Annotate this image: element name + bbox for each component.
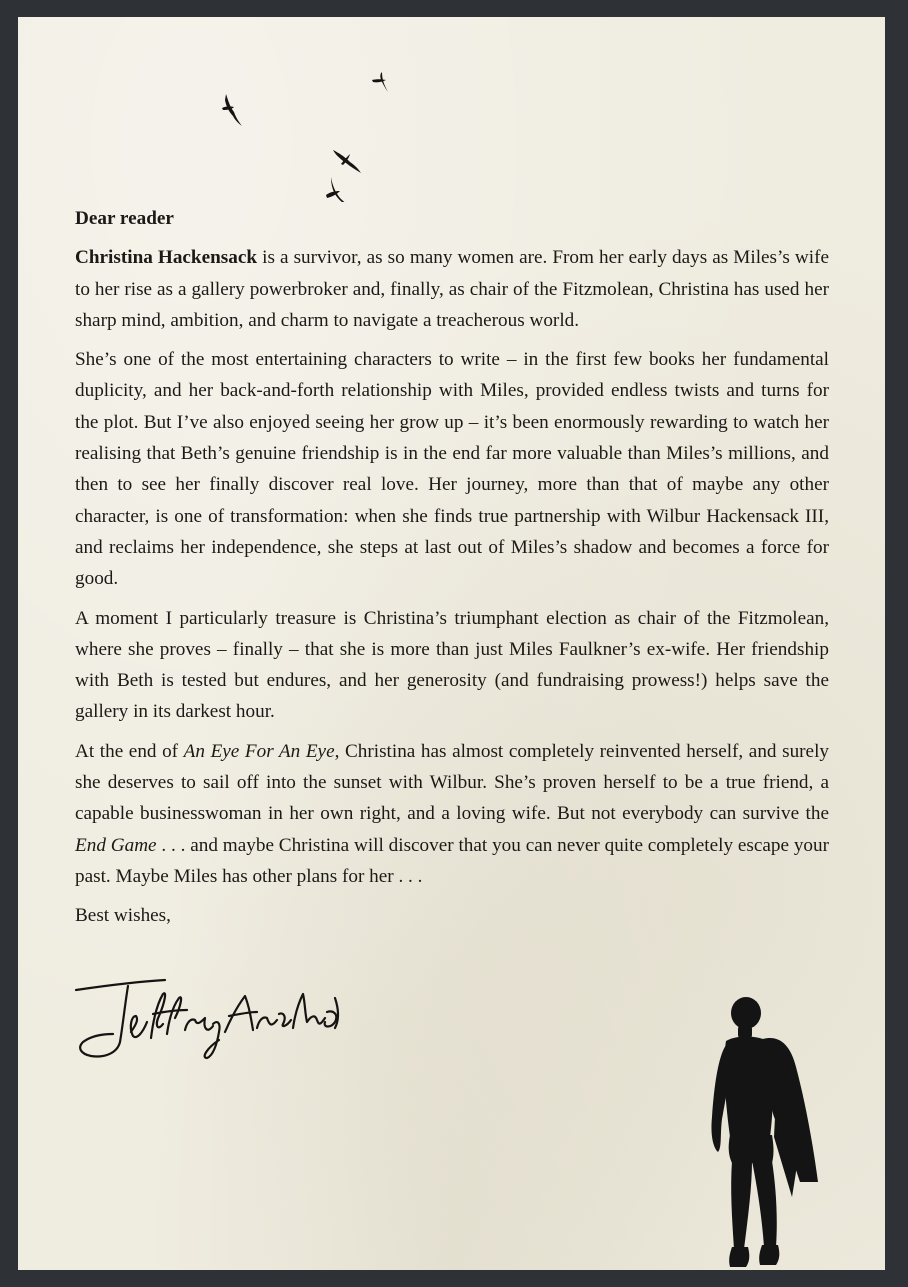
letter-paragraph-4 [75,736,829,892]
paragraph-4-text-a: At the end of [75,740,184,762]
letter-page [18,17,885,1270]
character-name: Christina Hackensack [75,247,258,269]
book-title-2: End Game [75,834,157,856]
letter-greeting: Dear reader [75,208,174,229]
paragraph-4-text-b: , Christina has almost completely reinvented herself, and surely she deserves to sail off into the sunset with Wilbur. She’s proven herself to be a true friend, a capable businesswoman in her own right, and a loving wife. But not everybody can survive the [75,740,829,825]
paragraph-1-text: is a survivor, as so many women are. From her early days as Miles’s wife to her rise as a gallery powerbroker and, finally, as chair of the Fitzmolean, Christina has used her sharp mind, ambition, and charm to navigate a treacherous world. [75,247,829,331]
letter-paragraph-3: A moment I particularly treasure is Christina’s triumphant election as chair of the Fitzmolean, where she proves – finally – that she is more than just Miles Faulkner’s ex-wife. Her friendship with Beth is tested but endures, and her generosity (and fundraising prowess!) helps save the gallery in its darkest hour. [75,607,829,723]
bird-icon [372,72,388,92]
handwritten-signature [73,972,343,1067]
bird-icon [333,150,361,173]
letter-paragraph-1 [75,242,829,336]
paragraph-4-text-c: . . . and maybe Christina will discover that you can never quite completely escape your past. Maybe Miles has other plans for her . . . [75,834,829,887]
bird-icon [326,177,353,202]
bird-icon [222,94,242,126]
letter-paragraph-2: She’s one of the most entertaining characters to write – in the first few books her fundamental duplicity, and her back-and-forth relationship with Miles, provided endless twists and turns for the plot. But I’ve also enjoyed seeing her grow up – it’s been enormously rewarding to watch her realising that Beth’s genuine friendship is in the end far more valuable than Miles’s millions, and then to see her finally discover real love. Her journey, more than that of maybe any other character, is one of transformation: when she finds true partnership with Wilbur Hackensack III, and reclaims her independence, she steps at last out of Miles’s shadow and becomes a force for good. [75,349,829,590]
letter-body [75,203,829,940]
walking-man-silhouette-icon [708,997,838,1270]
letter-closing: Best wishes, [75,905,171,927]
birds-illustration [208,52,388,202]
book-title-1: An Eye For An Eye [183,740,335,762]
